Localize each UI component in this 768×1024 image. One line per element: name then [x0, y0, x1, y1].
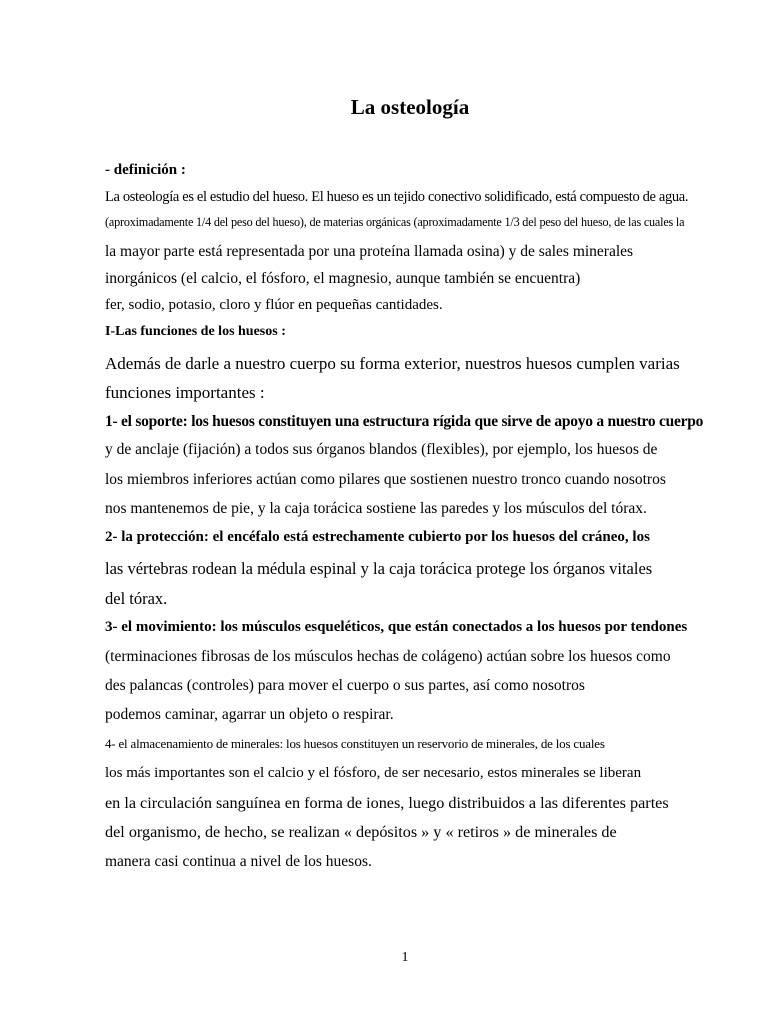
storage-line: los más importantes son el calcio y el fósforo, de ser necesario, estos minerales se liberan — [105, 765, 642, 781]
intro-line: funciones importantes : — [105, 383, 265, 402]
protection-line: del tórax. — [105, 589, 168, 608]
definition-line: (aproximadamente 1/4 del peso del hueso), de materias orgánicas (aproximadamente 1/3 del peso del hueso, de las cuales la — [105, 215, 685, 229]
definition-line: La osteología es el estudio del hueso. El hueso es un tejido conectivo solidificado, está compuesto de agua. — [105, 189, 689, 205]
intro-line: Además de darle a nuestro cuerpo su forma exterior, nuestros huesos cumplen varias — [105, 354, 680, 373]
support-heading: 1- el soporte: los huesos constituyen una estructura rígida que sirve de apoyo a nuestro cuerpo — [105, 413, 704, 430]
definition-line: inorgánicos (el calcio, el fósforo, el magnesio, aunque también se encuentra) — [105, 270, 581, 287]
storage-line: del organismo, de hecho, se realizan « depósitos » y « retiros » de minerales de — [105, 823, 617, 841]
storage-line: manera casi continua a nivel de los huesos. — [105, 853, 372, 870]
movement-line: (terminaciones fibrosas de los músculos hechas de colágeno) actúan sobre los huesos como — [105, 648, 671, 665]
storage-heading: 4- el almacenamiento de minerales: los huesos constituyen un reservorio de minerales, de los cuales — [105, 736, 605, 751]
support-line: nos mantenemos de pie, y la caja torácica sostiene las paredes y los músculos del tórax. — [105, 500, 647, 517]
protection-heading: 2- la protección: el encéfalo está estrechamente cubierto por los huesos del cráneo, los — [105, 529, 650, 545]
protection-line: las vértebras rodean la médula espinal y la caja torácica protege los órganos vitales — [105, 559, 653, 578]
storage-line: en la circulación sanguínea en forma de iones, luego distribuidos a las diferentes partes — [105, 794, 669, 812]
functions-heading: I-Las funciones de los huesos : — [105, 324, 286, 339]
support-line: los miembros inferiores actúan como pilares que sostienen nuestro tronco cuando nosotros — [105, 471, 666, 488]
movement-line: podemos caminar, agarrar un objeto o respirar. — [105, 706, 394, 723]
definition-line: fer, sodio, potasio, cloro y flúor en pequeñas cantidades. — [105, 297, 443, 313]
movement-line: des palancas (controles) para mover el cuerpo o sus partes, así como nosotros — [105, 677, 585, 694]
page-title: La osteología — [350, 95, 470, 119]
movement-heading: 3- el movimiento: los músculos esqueléticos, que están conectados a los huesos por tendones — [105, 619, 688, 635]
definition-heading: - definición : — [105, 162, 186, 178]
definition-line: la mayor parte está representada por una proteína llamada osina) y de sales minerales — [105, 243, 634, 260]
support-line: y de anclaje (fijación) a todos sus órganos blandos (flexibles), por ejemplo, los huesos de — [105, 441, 658, 458]
page-number: 1 — [401, 950, 409, 965]
